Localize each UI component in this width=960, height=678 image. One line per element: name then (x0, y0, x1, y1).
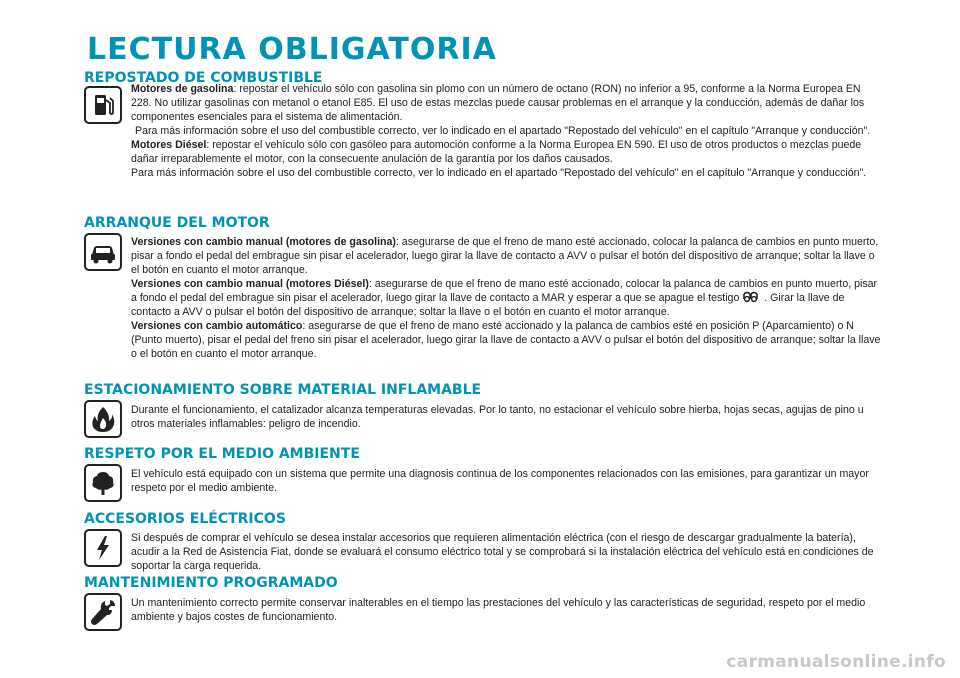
fire-icon (84, 400, 122, 438)
section-heading: ESTACIONAMIENTO SOBRE MATERIAL INFLAMABLE (84, 382, 482, 398)
section-mantenimiento (84, 575, 884, 623)
paragraph-text: Para más información sobre el uso del combustible correcto, ver lo indicado en el apartado "Repostado del vehículo" en el capítulo "Arranque y conducción". (135, 125, 871, 137)
paragraph-text: : asegurarse de que el freno de mano esté accionado, colocar la palanca de cambios en punto muerto, pisar a fondo el pedal del embrague sin pisar el acelerador, luego girar la llave de contacto a MAR y esperar a que se apague el testigo (131, 278, 878, 304)
section-body (131, 82, 884, 180)
bold-label: Motores Diésel (131, 139, 207, 151)
paragraph-text: Durante el funcionamiento, el catalizador alcanza temperaturas elevadas. Por lo tanto, no estacionar el vehículo sobre hierba, hojas secas, agujas de pino u otros materiales inflamables: peligro de incendio. (131, 404, 864, 430)
section-repostado (84, 70, 884, 179)
section-medio-ambiente (84, 446, 884, 494)
paragraph-text: El vehículo está equipado con un sistema que permite una diagnosis continua de los componentes relacionados con las emisiones, para garantizar un mayor respeto por el medio ambiente. (131, 468, 869, 494)
section-arranque (84, 215, 884, 360)
paragraph-text: : asegurarse de que el freno de mano esté accionado y la palanca de cambios esté en posición P (Aparcamiento) o N (Punto muerto), pisar el pedal del freno sin pisar el acelerador, luego girar la llave de contacto a AVV o pulsar el botón del dispositivo de arranque; soltar la llave o el botón en cuanto el motor arranque. (131, 320, 881, 360)
paragraph-text: Si después de comprar el vehículo se desea instalar accesorios que requieren alimentación eléctrica (con el riesgo de descargar gradualmente la batería), acudir a la Red de Asistencia Fiat, donde se evaluará el consumo eléctrico total y se comprobará si la instalación eléctrica del vehículo está en condiciones de soportar la carga requerida. (131, 532, 874, 572)
bold-label: Versiones con cambio manual (motores de gasolina) (131, 236, 396, 248)
paragraph-text: . Girar la llave de contacto a AVV o pulsar el botón del dispositivo de arranque; soltar la llave o el botón en cuanto el motor arranque. (131, 292, 845, 318)
paragraph-text: : repostar el vehículo sólo con gasolina sin plomo con un número de octano (RON) no inferior a 95, conforme a la Norma Europea EN 228. No utilizar gasolinas con metanol o etanol E85. El uso de estas mezclas puede causar problemas en el arranque y la conducción, además de dañar los componentes esenciales para el sistema de alimentación. (131, 83, 865, 123)
section-heading: MANTENIMIENTO PROGRAMADO (84, 575, 338, 591)
lightning-icon (84, 529, 122, 567)
paragraph-text: : asegurarse de que el freno de mano esté accionado, colocar la palanca de cambios en punto muerto, pisar a fondo el pedal del embrague sin pisar el acelerador, luego girar la llave de contacto a AVV o pulsar el botón del dispositivo de arranque; soltar la llave o el botón en cuanto el motor arranque. (131, 236, 879, 276)
fuel-pump-icon (84, 86, 122, 124)
section-heading: RESPETO POR EL MEDIO AMBIENTE (84, 446, 360, 462)
tree-icon (84, 464, 122, 502)
section-body (131, 467, 884, 495)
section-body (131, 531, 884, 573)
section-heading: REPOSTADO DE COMBUSTIBLE (84, 70, 323, 86)
page-title: LECTURA OBLIGATORIA (87, 32, 497, 67)
section-accesorios (84, 511, 884, 572)
bold-label: Versiones con cambio automático (131, 320, 303, 332)
car-icon (84, 233, 122, 271)
section-body (131, 596, 884, 624)
section-estacionamiento (84, 382, 884, 430)
paragraph-text: Para más información sobre el uso del combustible correcto, ver lo indicado en el apartado "Repostado del vehículo" en el capítulo "Arranque y conducción". (131, 167, 867, 179)
wrench-icon (84, 593, 122, 631)
section-body (131, 235, 884, 361)
section-heading: ACCESORIOS ELÉCTRICOS (84, 511, 286, 527)
bold-label: Versiones con cambio manual (motores Diésel) (131, 278, 369, 290)
glow-plug-icon (742, 291, 764, 303)
watermark: carmanualsonline.info (726, 652, 946, 672)
bold-label: Motores de gasolina (131, 83, 234, 95)
paragraph-text: : repostar el vehículo sólo con gasóleo para automoción conforme a la Norma Europea EN 590. El uso de otros productos o mezclas puede dañar irreparablemente el motor, con la consecuente anulación de la garantía por los daños causados. (131, 139, 862, 165)
paragraph-text: Un mantenimiento correcto permite conservar inalterables en el tiempo las prestaciones del vehículo y las características de seguridad, respeto por el medio ambiente y bajos costes de funcionamiento. (131, 597, 866, 623)
section-heading: ARRANQUE DEL MOTOR (84, 215, 270, 231)
section-body (131, 403, 884, 431)
